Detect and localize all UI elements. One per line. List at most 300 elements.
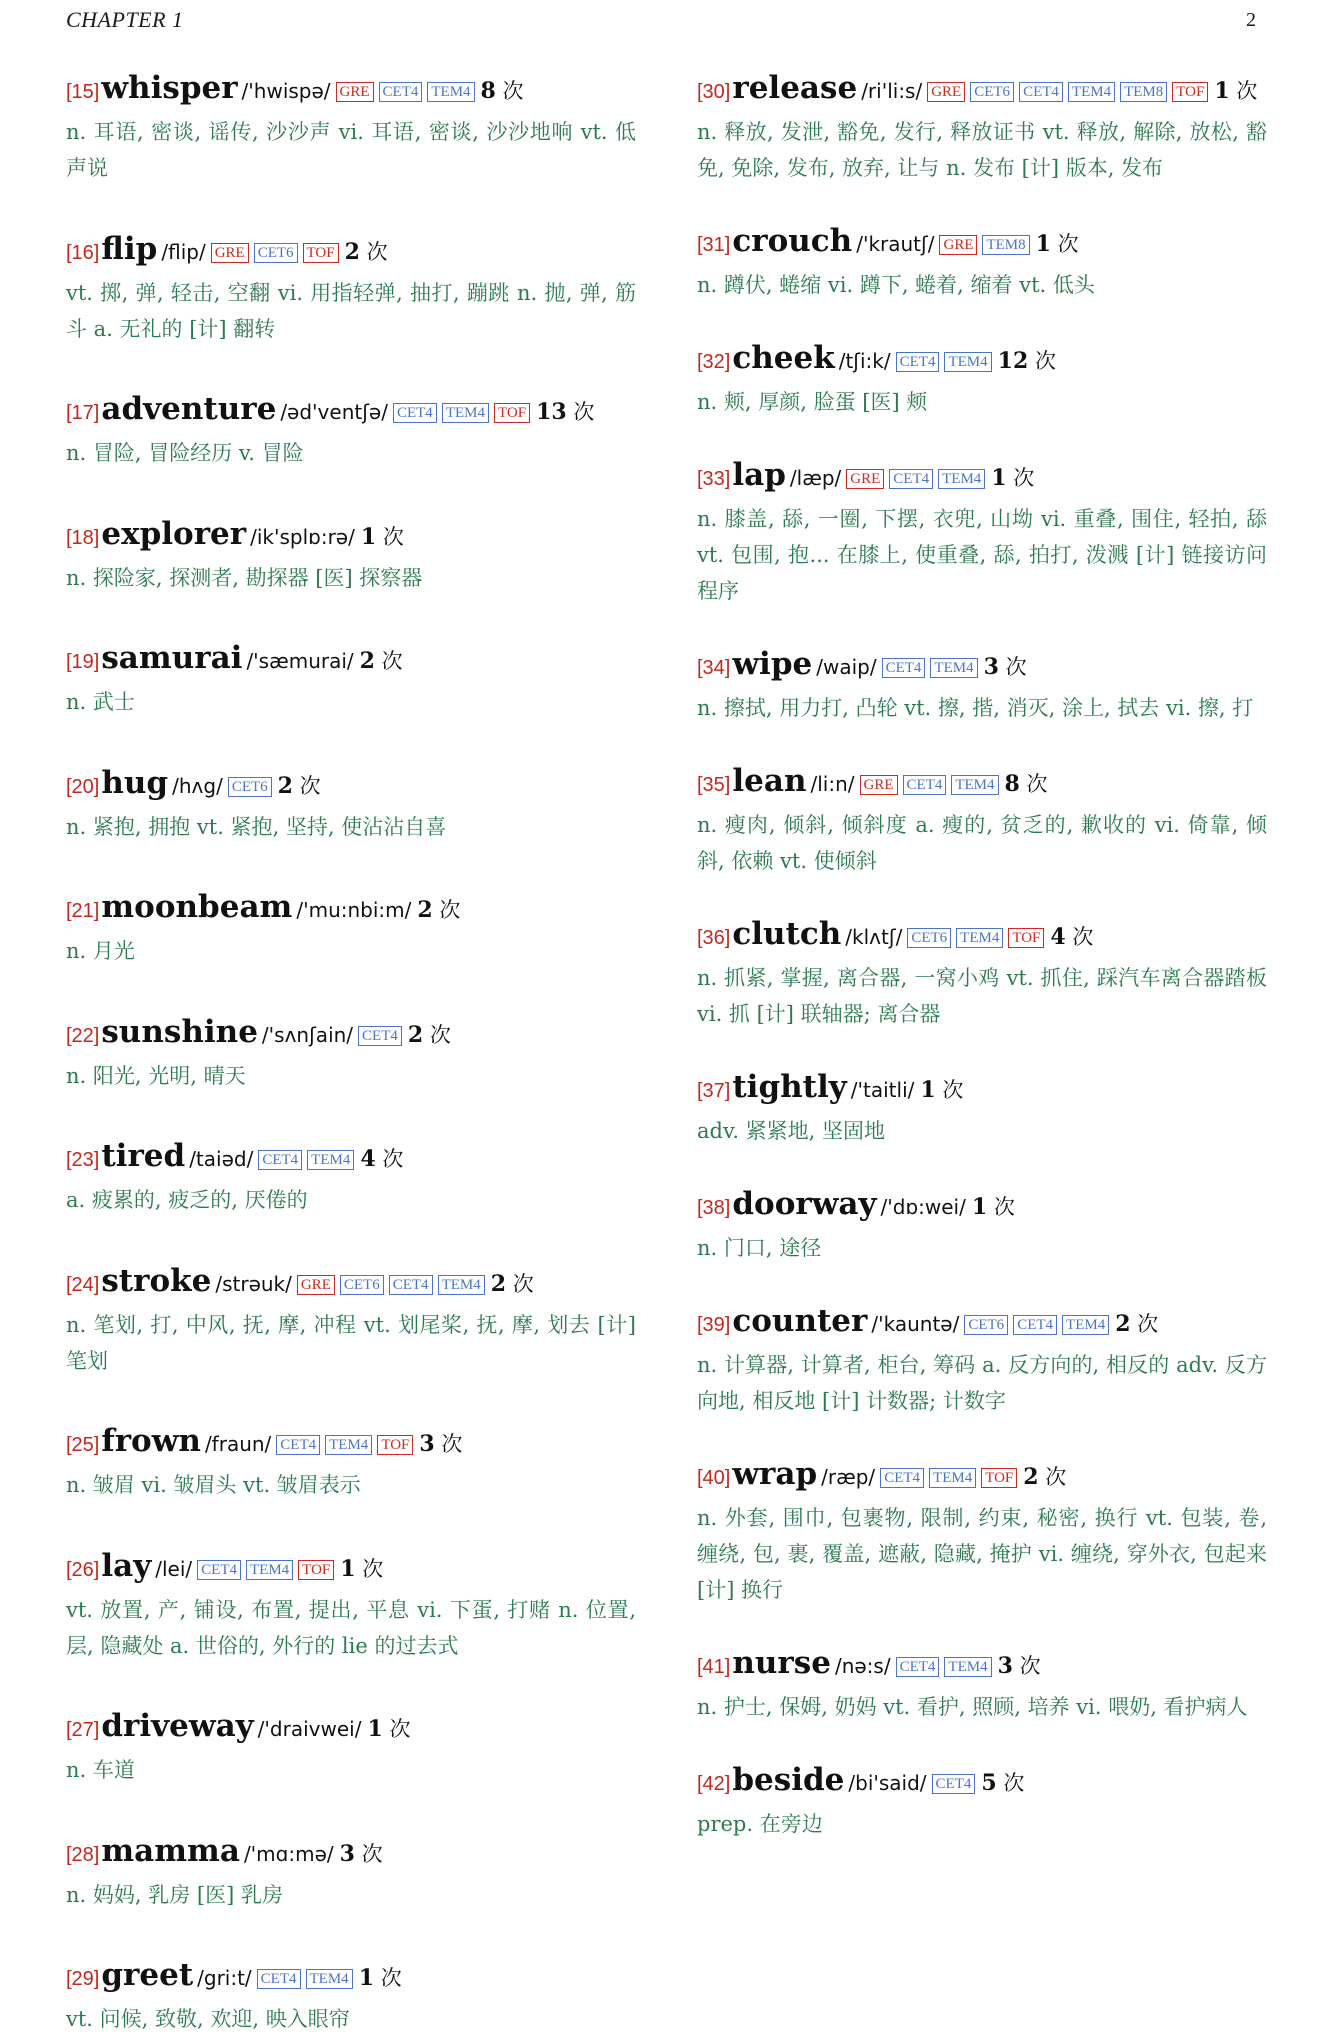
frequency-count xyxy=(536,400,594,424)
entry-headline xyxy=(697,1301,1267,1346)
dictionary-entry xyxy=(66,514,636,596)
phonetic: /fraun/ xyxy=(204,1432,272,1456)
headword: beside xyxy=(732,1762,845,1798)
definition-text: n. 车道 xyxy=(66,1758,135,1782)
dictionary-entry xyxy=(66,1546,636,1664)
dictionary-entry xyxy=(66,1261,636,1379)
exam-tag-gre: GRE xyxy=(939,235,977,255)
frequency-unit: 次 xyxy=(1045,1465,1067,1489)
frequency-unit: 次 xyxy=(361,1841,383,1866)
frequency-number: 4 xyxy=(1050,924,1066,950)
frequency-count xyxy=(1023,1465,1066,1489)
page-number: 2 xyxy=(1246,8,1256,31)
definition-text: n. 皱眉 vi. 皱眉头 vt. 皱眉表示 xyxy=(66,1473,361,1497)
frequency-unit: 次 xyxy=(382,524,404,549)
frequency-count xyxy=(981,1771,1024,1795)
exam-tag-cet4: CET4 xyxy=(889,469,933,489)
dictionary-entry xyxy=(66,68,636,186)
frequency-number: 2 xyxy=(277,772,293,799)
page-header xyxy=(66,0,1256,40)
exam-tag-cet4: CET4 xyxy=(379,82,423,102)
entry-index: [35] xyxy=(697,774,731,796)
frequency-unit: 次 xyxy=(993,1195,1015,1219)
definition-text: n. 探险家, 探测者, 勘探器 [医] 探察器 xyxy=(66,565,423,590)
definition-text: n. 阳光, 光明, 晴天 xyxy=(66,1063,246,1088)
headword: hug xyxy=(101,764,169,801)
headword: wipe xyxy=(732,646,813,682)
exam-tag-gre: GRE xyxy=(297,1275,335,1295)
exam-tag-tem4: TEM4 xyxy=(1062,1315,1109,1335)
exam-tag-gre: GRE xyxy=(927,82,965,102)
frequency-count xyxy=(491,1272,534,1296)
frequency-number: 8 xyxy=(1004,771,1020,797)
frequency-number: 1 xyxy=(358,1965,374,1991)
headword: stroke xyxy=(101,1262,212,1299)
entry-headline xyxy=(697,221,1267,266)
phonetic: /gri:t/ xyxy=(197,1966,252,1990)
frequency-count xyxy=(359,1966,402,1990)
frequency-count xyxy=(1214,79,1257,103)
dictionary-entry xyxy=(66,1831,636,1913)
definition-text: n. 蹲伏, 蜷缩 vi. 蹲下, 蜷着, 缩着 vt. 低头 xyxy=(697,273,1095,297)
dictionary-entry xyxy=(697,1184,1267,1266)
frequency-count xyxy=(991,466,1034,490)
exam-tag-cet4: CET4 xyxy=(276,1435,320,1455)
phonetic: /læp/ xyxy=(789,466,842,490)
frequency-count xyxy=(340,1557,383,1581)
entry-index: [24] xyxy=(66,1273,100,1296)
definition-text: n. 抓紧, 掌握, 离合器, 一窝小鸡 vt. 抓住, 踩汽车离合器踏板 vi. 抓 [计] 联轴器; 离合器 xyxy=(697,966,1267,1026)
entry-headline xyxy=(66,1421,636,1466)
frequency-count xyxy=(340,1842,383,1866)
frequency-number: 1 xyxy=(1035,231,1051,257)
headword: tired xyxy=(101,1138,186,1174)
phonetic: /əd'ventʃə/ xyxy=(280,400,388,424)
definition-text: n. 紧抱, 拥抱 vt. 紧抱, 坚持, 使沾沾自喜 xyxy=(66,814,447,839)
headword: frown xyxy=(101,1423,201,1459)
headword: mamma xyxy=(101,1832,240,1869)
headword: cheek xyxy=(732,340,835,376)
entry-headline xyxy=(697,338,1267,383)
frequency-count xyxy=(1050,925,1093,949)
exam-tag-gre: GRE xyxy=(211,243,249,263)
left-column xyxy=(66,68,636,2037)
entry-headline xyxy=(66,229,636,274)
exam-tag-gre: GRE xyxy=(846,469,884,489)
dictionary-entry xyxy=(697,1643,1267,1725)
entry-headline xyxy=(66,1831,636,1876)
definition-text: n. 冒险, 冒险经历 v. 冒险 xyxy=(66,441,304,465)
entry-headline xyxy=(66,1012,636,1057)
headword: explorer xyxy=(101,515,247,552)
headword: nurse xyxy=(732,1645,831,1681)
frequency-count xyxy=(998,1654,1041,1678)
frequency-count xyxy=(998,349,1056,373)
frequency-unit: 次 xyxy=(381,649,403,673)
exam-tag-cet6: CET6 xyxy=(964,1315,1008,1335)
dictionary-entry xyxy=(66,638,636,720)
frequency-number: 3 xyxy=(419,1431,435,1457)
frequency-number: 1 xyxy=(367,1716,383,1742)
exam-tag-tem4: TEM4 xyxy=(427,82,474,102)
frequency-number: 12 xyxy=(997,348,1029,374)
entry-index: [38] xyxy=(697,1197,731,1219)
dictionary-entry xyxy=(66,887,636,969)
definition-text: n. 护士, 保姆, 奶妈 vt. 看护, 照顾, 培养 vi. 喂奶, 看护病人 xyxy=(697,1695,1248,1719)
entry-index: [15] xyxy=(66,81,100,103)
frequency-count xyxy=(367,1717,410,1741)
definition-text: n. 擦拭, 用力打, 凸轮 vt. 擦, 揩, 消灭, 涂上, 拭去 vi. 擦, 打 xyxy=(697,696,1254,720)
exam-tag-cet6: CET6 xyxy=(228,777,272,797)
phonetic: /'dɒ:wei/ xyxy=(880,1195,966,1219)
exam-tag-tem4: TEM4 xyxy=(930,658,977,678)
exam-tag-tem4: TEM4 xyxy=(1068,82,1115,102)
dictionary-entry xyxy=(697,221,1267,303)
exam-tag-cet4: CET4 xyxy=(880,1468,924,1488)
headword: adventure xyxy=(101,391,277,427)
exam-tag-cet4: CET4 xyxy=(1019,82,1063,102)
entry-headline xyxy=(697,644,1267,689)
entry-headline xyxy=(66,763,636,808)
headword: driveway xyxy=(101,1708,254,1744)
frequency-count xyxy=(408,1023,451,1047)
exam-tag-cet6: CET6 xyxy=(907,928,951,948)
entry-headline xyxy=(697,761,1267,806)
frequency-unit: 次 xyxy=(380,1966,402,1990)
exam-tag-tem8: TEM8 xyxy=(982,235,1029,255)
definition-text: n. 耳语, 密谈, 谣传, 沙沙声 vi. 耳语, 密谈, 沙沙地响 vt. 低声说 xyxy=(66,120,636,180)
definition-text: n. 门口, 途径 xyxy=(697,1236,822,1260)
dictionary-entry xyxy=(66,229,636,347)
exam-tag-tem8: TEM8 xyxy=(1120,82,1167,102)
frequency-unit: 次 xyxy=(1005,655,1027,679)
headword: clutch xyxy=(732,916,842,952)
frequency-count xyxy=(360,649,403,673)
headword: lean xyxy=(732,763,807,799)
headword: lay xyxy=(101,1547,152,1584)
headword: samurai xyxy=(101,640,243,676)
phonetic: /ræp/ xyxy=(821,1465,876,1489)
entry-index: [34] xyxy=(697,657,731,679)
definition-text: n. 月光 xyxy=(66,939,135,963)
dictionary-entry xyxy=(66,1012,636,1094)
exam-tag-cet4: CET4 xyxy=(393,403,437,423)
phonetic: /'krautʃ/ xyxy=(856,232,935,256)
entry-index: [19] xyxy=(66,651,100,673)
definition-text: adv. 紧紧地, 坚固地 xyxy=(697,1119,886,1143)
frequency-number: 2 xyxy=(1115,1311,1131,1337)
entry-index: [16] xyxy=(66,241,100,264)
definition-text: vt. 问候, 致敬, 欢迎, 映入眼帘 xyxy=(66,2007,350,2031)
exam-tag-gre: GRE xyxy=(336,82,374,102)
dictionary-entry xyxy=(697,68,1267,186)
entry-index: [20] xyxy=(66,775,100,798)
entry-index: [23] xyxy=(66,1149,100,1171)
exam-tag-cet6: CET6 xyxy=(340,1275,384,1295)
dictionary-entry xyxy=(697,761,1267,879)
phonetic: /'draivwei/ xyxy=(257,1717,362,1741)
entry-headline xyxy=(66,389,636,434)
frequency-count xyxy=(1115,1312,1158,1336)
headword: tightly xyxy=(732,1069,847,1105)
entry-index: [17] xyxy=(66,402,100,424)
entry-headline xyxy=(697,68,1267,113)
exam-tag-tem4: TEM4 xyxy=(951,775,998,795)
exam-tag-cet6: CET6 xyxy=(970,82,1014,102)
dictionary-entry xyxy=(66,1955,636,2037)
dictionary-entry xyxy=(697,338,1267,420)
exam-tag-tem4: TEM4 xyxy=(929,1468,976,1488)
definition-text: vt. 放置, 产, 铺设, 布置, 提出, 平息 vi. 下蛋, 打赌 n. 位置, 层, 隐藏处 a. 世俗的, 外行的 lie 的过去式 xyxy=(66,1597,636,1658)
entry-headline xyxy=(66,1261,636,1306)
frequency-unit: 次 xyxy=(1019,1654,1041,1678)
exam-tag-tem4: TEM4 xyxy=(944,1657,991,1677)
exam-tag-cet6: CET6 xyxy=(254,243,298,263)
entry-index: [30] xyxy=(697,81,731,103)
definition-text: a. 疲累的, 疲乏的, 厌倦的 xyxy=(66,1188,308,1212)
dictionary-entry xyxy=(66,763,636,845)
exam-tag-tof: TOF xyxy=(1172,82,1208,102)
entry-headline xyxy=(697,1184,1267,1229)
entry-headline xyxy=(66,1955,636,2000)
entry-index: [32] xyxy=(697,351,731,373)
frequency-count xyxy=(345,240,388,264)
headword: greet xyxy=(101,1957,194,1993)
entry-headline xyxy=(697,1067,1267,1112)
headword: flip xyxy=(101,230,158,267)
entry-index: [18] xyxy=(66,526,100,549)
dictionary-entry xyxy=(66,1421,636,1503)
headword: doorway xyxy=(732,1186,877,1222)
frequency-number: 3 xyxy=(983,654,999,680)
definition-text: n. 外套, 围巾, 包裹物, 限制, 约束, 秘密, 换行 vt. 包装, 卷, 缠绕, 包, 裹, 覆盖, 遮蔽, 隐藏, 掩护 vi. 缠绕, 穿外衣, 包起来 [计] 换行 xyxy=(697,1506,1267,1602)
frequency-number: 2 xyxy=(417,897,433,923)
exam-tag-cet4: CET4 xyxy=(1013,1315,1057,1335)
entry-index: [22] xyxy=(66,1024,100,1047)
phonetic: /hʌg/ xyxy=(172,773,223,798)
frequency-number: 1 xyxy=(1214,78,1230,104)
frequency-number: 4 xyxy=(360,1146,376,1172)
frequency-unit: 次 xyxy=(1034,349,1056,373)
entry-index: [27] xyxy=(66,1719,100,1741)
frequency-unit: 次 xyxy=(1072,925,1094,949)
frequency-number: 2 xyxy=(344,238,360,265)
entry-index: [40] xyxy=(697,1467,731,1489)
entry-headline xyxy=(697,914,1267,959)
frequency-count xyxy=(361,525,404,549)
entry-index: [33] xyxy=(697,468,731,490)
exam-tag-cet4: CET4 xyxy=(903,775,947,795)
headword: wrap xyxy=(732,1456,818,1492)
frequency-number: 1 xyxy=(340,1555,356,1582)
phonetic: /ik'splɒ:rə/ xyxy=(250,524,355,549)
entry-index: [42] xyxy=(697,1773,731,1795)
dictionary-entry xyxy=(697,455,1267,609)
exam-tag-tof: TOF xyxy=(981,1468,1017,1488)
entry-index: [37] xyxy=(697,1080,731,1102)
phonetic: /lei/ xyxy=(155,1556,193,1581)
frequency-count xyxy=(360,1147,403,1171)
exam-tag-cet4: CET4 xyxy=(389,1275,433,1295)
headword: sunshine xyxy=(101,1013,258,1050)
entry-headline xyxy=(66,1546,636,1591)
entry-index: [31] xyxy=(697,234,731,256)
phonetic: /bi'said/ xyxy=(848,1771,927,1795)
definition-text: vt. 掷, 弹, 轻击, 空翻 vi. 用指轻弹, 抽打, 蹦跳 n. 抛, 弹, 筋斗 a. 无礼的 [计] 翻转 xyxy=(66,280,636,341)
exam-tag-cet4: CET4 xyxy=(358,1026,402,1046)
headword: counter xyxy=(732,1303,868,1339)
frequency-unit: 次 xyxy=(942,1078,964,1102)
frequency-unit: 次 xyxy=(382,1147,404,1171)
definition-text: n. 妈妈, 乳房 [医] 乳房 xyxy=(66,1882,283,1907)
phonetic: /waip/ xyxy=(816,655,877,679)
definition-text: n. 武士 xyxy=(66,690,135,714)
frequency-unit: 次 xyxy=(1057,232,1079,256)
entry-headline xyxy=(66,638,636,683)
exam-tag-cet4: CET4 xyxy=(896,352,940,372)
phonetic: /strəuk/ xyxy=(215,1271,292,1296)
frequency-unit: 次 xyxy=(1137,1312,1159,1336)
exam-tag-cet4: CET4 xyxy=(896,1657,940,1677)
frequency-count xyxy=(984,655,1027,679)
entry-headline xyxy=(697,1643,1267,1688)
entry-index: [21] xyxy=(66,900,100,922)
exam-tag-cet4: CET4 xyxy=(197,1560,241,1580)
exam-tag-tem4: TEM4 xyxy=(956,928,1003,948)
frequency-number: 5 xyxy=(981,1770,997,1796)
phonetic: /'taitli/ xyxy=(850,1078,915,1102)
frequency-number: 1 xyxy=(360,523,377,550)
exam-tag-tem4: TEM4 xyxy=(307,1150,354,1170)
frequency-number: 13 xyxy=(536,399,567,425)
entry-headline xyxy=(66,514,636,559)
exam-tag-tem4: TEM4 xyxy=(325,1435,372,1455)
exam-tag-tem4: TEM4 xyxy=(938,469,985,489)
dictionary-entry xyxy=(697,1301,1267,1419)
phonetic: /'sʌnʃain/ xyxy=(261,1022,354,1047)
chapter-title: CHAPTER 1 xyxy=(66,7,184,32)
dictionary-entry xyxy=(66,389,636,471)
exam-tag-tof: TOF xyxy=(494,403,530,423)
frequency-unit: 次 xyxy=(1026,772,1048,796)
entry-headline xyxy=(66,68,636,113)
phonetic: /'mu:nbi:m/ xyxy=(296,898,412,922)
entry-headline xyxy=(66,1706,636,1751)
definition-text: n. 颊, 厚颜, 脸蛋 [医] 颊 xyxy=(697,390,928,414)
entry-index: [26] xyxy=(66,1558,100,1581)
phonetic: /klʌtʃ/ xyxy=(845,925,903,949)
entry-index: [25] xyxy=(66,1434,100,1456)
definition-text: n. 释放, 发泄, 豁免, 发行, 释放证书 vt. 释放, 解除, 放松, 豁免, 免除, 发布, 放弃, 让与 n. 发布 [计] 版本, 发布 xyxy=(697,120,1267,180)
frequency-count xyxy=(972,1195,1015,1219)
headword: lap xyxy=(732,457,786,493)
exam-tag-cet4: CET4 xyxy=(932,1774,976,1794)
frequency-number: 1 xyxy=(920,1077,936,1103)
phonetic: /li:n/ xyxy=(810,772,855,796)
exam-tag-tem4: TEM4 xyxy=(246,1560,293,1580)
frequency-unit: 次 xyxy=(1236,79,1258,103)
frequency-number: 8 xyxy=(480,78,496,104)
frequency-count xyxy=(1036,232,1079,256)
dictionary-entry xyxy=(697,1067,1267,1149)
exam-tag-tof: TOF xyxy=(303,243,339,263)
frequency-unit: 次 xyxy=(512,1271,534,1296)
entry-index: [29] xyxy=(66,1968,100,1990)
exam-tag-cet4: CET4 xyxy=(882,658,926,678)
phonetic: /'mɑ:mə/ xyxy=(243,1841,334,1866)
frequency-unit: 次 xyxy=(299,773,321,798)
exam-tag-cet4: CET4 xyxy=(257,1969,301,1989)
phonetic: /taiəd/ xyxy=(189,1147,254,1171)
frequency-count xyxy=(920,1078,963,1102)
entry-headline xyxy=(697,455,1267,500)
definition-text: n. 膝盖, 舔, 一圈, 下摆, 衣兜, 山坳 vi. 重叠, 围住, 轻拍, 舔 vt. 包围, 抱... 在膝上, 使重叠, 舔, 拍打, 泼溅 [计] 链接访问程序 xyxy=(697,507,1267,603)
phonetic: /'sæmurai/ xyxy=(246,649,354,673)
dictionary-entry xyxy=(697,1760,1267,1842)
entry-index: [41] xyxy=(697,1656,731,1678)
entry-headline xyxy=(66,1136,636,1181)
exam-tag-tem4: TEM4 xyxy=(442,403,489,423)
dictionary-entry xyxy=(697,1454,1267,1608)
dictionary-entry xyxy=(697,644,1267,726)
dictionary-entry xyxy=(66,1706,636,1788)
frequency-number: 3 xyxy=(997,1653,1013,1679)
exam-tag-tof: TOF xyxy=(377,1435,413,1455)
exam-tag-tof: TOF xyxy=(298,1560,334,1580)
phonetic: /'kauntə/ xyxy=(871,1312,960,1336)
frequency-number: 2 xyxy=(490,1270,507,1297)
exam-tag-cet4: CET4 xyxy=(258,1150,302,1170)
right-column xyxy=(697,68,1267,1842)
frequency-unit: 次 xyxy=(502,79,524,103)
frequency-number: 1 xyxy=(971,1194,988,1220)
frequency-number: 2 xyxy=(1023,1464,1039,1490)
phonetic: /flip/ xyxy=(161,239,206,264)
entry-index: [28] xyxy=(66,1843,100,1866)
headword: release xyxy=(732,70,858,106)
exam-tag-tem4: TEM4 xyxy=(306,1969,353,1989)
frequency-count xyxy=(419,1432,462,1456)
frequency-count xyxy=(417,898,460,922)
frequency-unit: 次 xyxy=(366,239,388,264)
headword: crouch xyxy=(732,223,853,259)
frequency-unit: 次 xyxy=(389,1717,411,1741)
phonetic: /tʃi:k/ xyxy=(838,349,891,373)
entry-index: [36] xyxy=(697,927,731,949)
frequency-unit: 次 xyxy=(362,1556,384,1581)
entry-headline xyxy=(697,1454,1267,1499)
frequency-unit: 次 xyxy=(1003,1771,1025,1795)
frequency-number: 3 xyxy=(339,1840,355,1867)
frequency-unit: 次 xyxy=(429,1022,451,1047)
dictionary-entry xyxy=(697,914,1267,1032)
definition-text: prep. 在旁边 xyxy=(697,1812,823,1836)
dictionary-entry xyxy=(66,1136,636,1218)
entry-headline xyxy=(66,887,636,932)
definition-text: n. 瘦肉, 倾斜, 倾斜度 a. 瘦的, 贫乏的, 歉收的 vi. 倚靠, 倾斜, 依赖 vt. 使倾斜 xyxy=(697,813,1267,873)
headword: moonbeam xyxy=(101,889,293,925)
frequency-number: 2 xyxy=(359,648,375,674)
frequency-unit: 次 xyxy=(573,400,595,424)
frequency-number: 2 xyxy=(407,1021,424,1048)
frequency-unit: 次 xyxy=(441,1432,463,1456)
frequency-count xyxy=(481,79,524,103)
exam-tag-tof: TOF xyxy=(1008,928,1044,948)
headword: whisper xyxy=(101,70,238,106)
entry-headline xyxy=(697,1760,1267,1805)
frequency-unit: 次 xyxy=(439,898,461,922)
phonetic: /'hwispə/ xyxy=(241,79,331,103)
